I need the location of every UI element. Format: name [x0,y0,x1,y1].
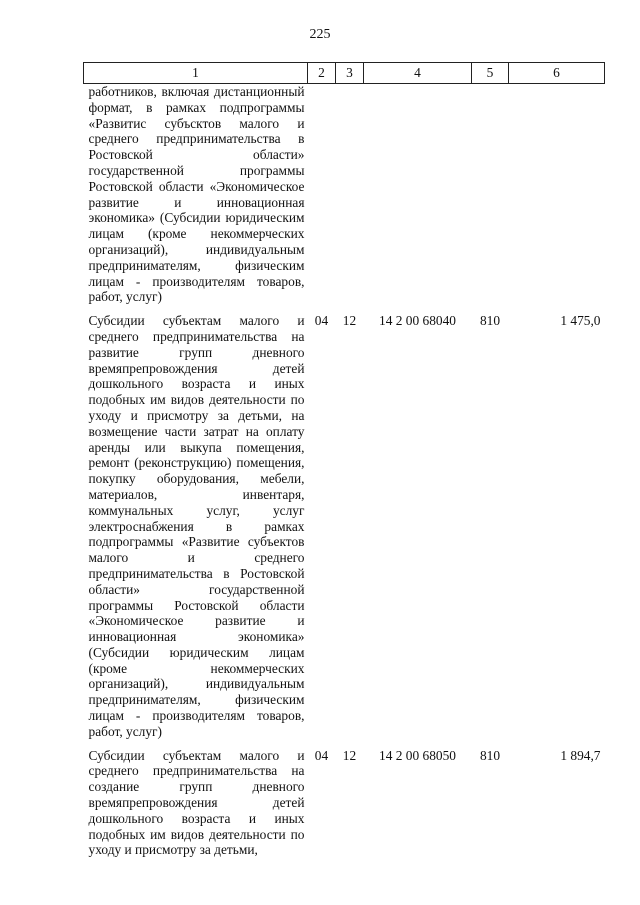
row-amount: 1 475,0 [560,313,601,329]
row-expense-type: 810 [479,313,501,329]
column-header: 6 [509,63,605,84]
row-target-article: 14 2 00 68050 [379,747,456,763]
row-subsection: 12 [342,313,357,329]
row-section [308,84,336,306]
row-section: 04 [314,747,329,763]
page-number: 225 [309,27,331,42]
row-target-article: 14 2 00 68040 [379,313,456,329]
row-target-article [364,84,472,306]
row-amount [509,84,605,306]
row-description: Субсидии субъектам малого и среднего предпринимательства на развитие групп дневного времяпрепровождения детей дошкольного возраста и иных подобных им видов деятельности по уходу и присмотру за детьми, на возмещение части затрат на оплату аренды или выкупа помещения, ремонт (реконструкцию) помещения, покупку оборудования, мебели, материалов, инвентаря, коммунальных услуг, услуг электроснабжения в рамках подпрограммы «Развитие субъектов малого и среднего предпринимательства в Ростовской области» государственной программы Ростовской области «Экономическое развитие и инновационная экономика» (Субсидии юридическим лицам (кроме некоммерческих организаций), индивидуальным предпринимателям, физическим лицам - производителям товаров, работ, услуг) [88,313,305,739]
table-row [84,740,605,859]
column-header: 3 [336,63,364,84]
row-description: Субсидии субъектам малого и среднего предпринимательства на создание групп дневного времяпрепровождения детей дошкольного возраста и иных подобных им видов деятельности по уходу и присмотру за детьми, [88,747,305,858]
row-expense-type: 810 [479,747,501,763]
column-header: 4 [364,63,472,84]
row-expense-type [472,84,509,306]
row-subsection: 12 [342,747,357,763]
table-row [84,305,605,740]
budget-table [83,62,605,858]
table-header-row [84,63,605,84]
column-header: 2 [308,63,336,84]
row-subsection [336,84,364,306]
column-header: 1 [84,63,308,84]
row-description: работников, включая дистанционный формат, в рамках подпрограммы «Развитис субъсктов малого и среднего предпринимательства в Ростовской области» государственной программы Ростовской области «Экономическое развитие и инновационная экономика» (Субсидии юридическим лицам (кроме некоммерческих организаций), индивидуальным предпринимателям, физическим лицам - производителям товаров, работ, услуг) [88,84,305,305]
column-header: 5 [472,63,509,84]
table-row [84,84,605,306]
row-section: 04 [314,313,329,329]
row-amount: 1 894,7 [560,747,601,763]
